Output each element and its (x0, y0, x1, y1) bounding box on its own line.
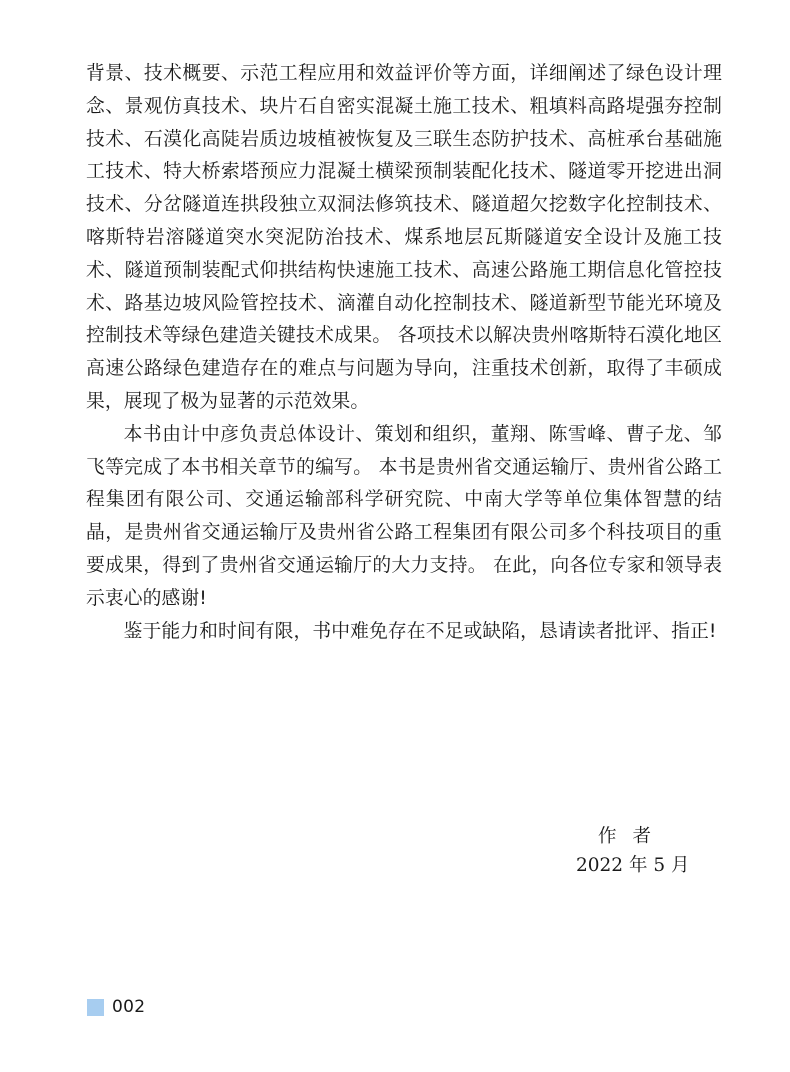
preface-paragraph-1: 背景、技术概要、示范工程应用和效益评价等方面，详细阐述了绿色设计理念、景观仿真技术、块片石自密实混凝土施工技术、粗填料高路堤强夯控制技术、石漠化高陡岩质边坡植被恢复及三联生态防护技术、高桩承台基础施工技术、特大桥索塔预应力混凝土横梁预制装配化技术、隧道零开挖进出洞技术、分岔隧道连拱段独立双洞法修筑技术、隧道超欠挖数字化控制技术、喀斯特岩溶隧道突水突泥防治技术、煤系地层瓦斯隧道安全设计及施工技术、隧道预制装配式仰拱结构快速施工技术、高速公路施工期信息化管控技术、路基边坡风险管控技术、滴灌自动化控制技术、隧道新型节能光环境及控制技术等绿色建造关键技术成果。 各项技术以解决贵州喀斯特石漠化地区高速公路绿色建造存在的难点与问题为导向，注重技术创新，取得了丰硕成果，展现了极为显著的示范效果。 (86, 63, 722, 412)
signature-author: 作者 (598, 826, 668, 847)
preface-paragraph-3: 鉴于能力和时间有限，书中难免存在不足或缺陷，恳请读者批评、指正! (123, 620, 717, 642)
preface-paragraph-2: 本书由计中彦负责总体设计、策划和组织，董翔、陈雪峰、曹子龙、邹飞等完成了本书相关章节的编写。 本书是贵州省交通运输厅、贵州省公路工程集团有限公司、交通运输部科学研究院、中南大学等单位集体智慧的结晶，是贵州省交通运输厅及贵州省公路工程集团有限公司多个科技项目的重要成果，得到了贵州省交通运输厅的大力支持。 在此，向各位专家和领导表示衷心的感谢! (86, 423, 722, 609)
preface-signature (560, 822, 700, 880)
signature-date: 2022 年 5 月 (576, 855, 690, 876)
page-footer (87, 997, 145, 1017)
page-number: 002 (112, 997, 146, 1017)
page-marker-square-icon (87, 999, 104, 1016)
preface-body (86, 58, 722, 648)
